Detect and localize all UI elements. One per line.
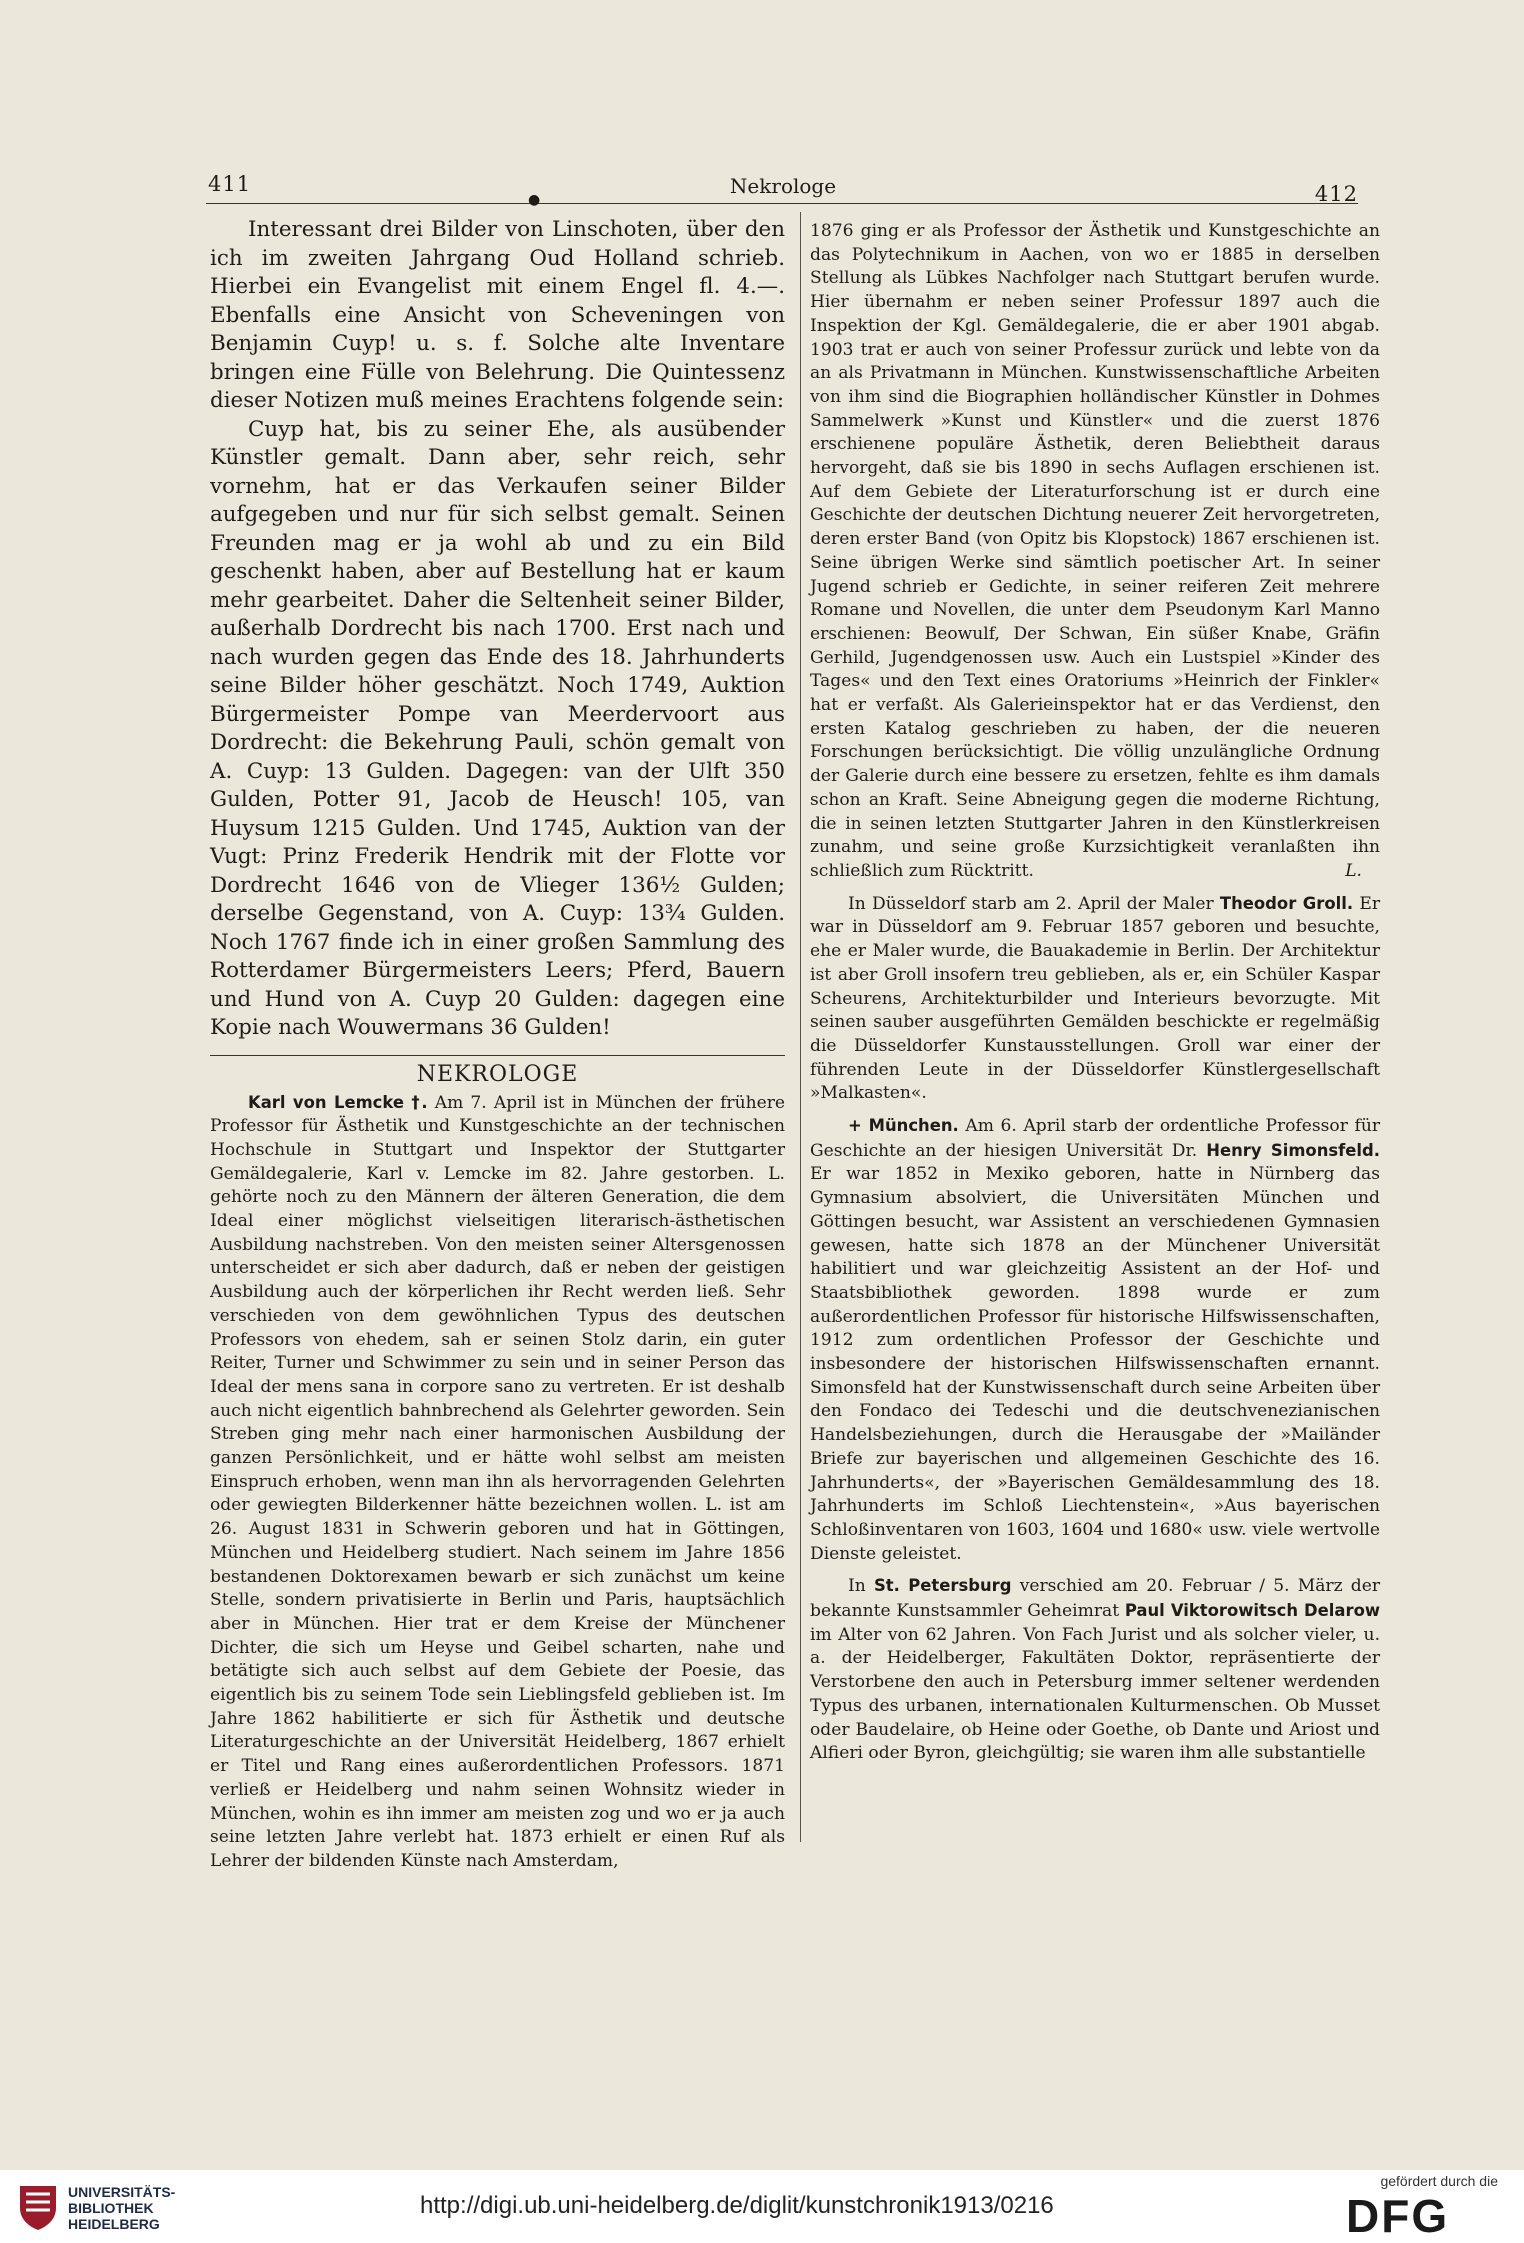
obituary-lemcke xyxy=(210,1091,785,1874)
paragraph-text: Am 6. April starb der ordentliche Professor für Geschichte an der hiesigen Universität Dr. xyxy=(810,1116,1380,1161)
paragraph-text: Am 7. April ist in München der frühere Professor für Ästhetik und Kunstgeschichte an der technischen Hochschule in Stuttgart und Inspektor der Stuttgarter Gemäldegalerie, Karl v. Lemcke im 82. Jahre gestorben. L. gehörte noch zu den Männern der älteren Generation, die dem Ideal einer möglichst vielseitigen literarisch-ästhetischen Ausbildung nachstreben. Von den meisten seiner Altersgenossen unterscheidet er sich aber dadurch, daß er neben der geistigen Ausbildung auch der körperlichen ihr Recht werden ließ. Sehr verschieden von dem gewöhnlichen Typus des deutschen Professors von ehedem, sah er seinen Stolz darin, ein guter Reiter, Turner und Schwimmer zu sein und in seiner Person das Ideal der mens sana in corpore sano zu vertreten. Er ist deshalb auch nicht eigentlich bahnbrechend als Gelehrter geworden. Sein Streben ging mehr nach einer harmonischen Ausbildung der ganzen Persönlichkeit, und er hätte wohl selbst am meisten Einspruch erhoben, wenn man ihn als hervorragenden Gelehrten oder gewiegten Bilderkenner hätte bezeichnen wollen. L. ist am 26. August 1831 in Schwerin geboren und hat in Göttingen, München und Heidelberg studiert. Nach seinem im Jahre 1856 bestandenen Doktorexamen bewarb er sich zunächst um keine Stelle, sondern privatisierte in Berlin und Paris, hauptsächlich aber in München. Hier trat er dem Kreise der Münchener Dichter, die sich um Heyse und Geibel scharten, nahe und betätigte sich auch selbst auf dem Gebiete der Poesie, das eigentlich bis zu seinem Tode sein Lieblingsfeld geblieben ist. Im Jahre 1862 habilitierte er sich für Ästhetik und deutsche Literaturgeschichte an der Universität Heidelberg, 1867 erhielt er Titel und Rang eines außerordentlichen Professors. 1871 verließ er Heidelberg und nahm seinen Wohnsitz wieder in München, wohin es ihn immer am meisten zog und wo er ja auch seine letzten Jahre verlebt hat. 1873 erhielt er einen Ruf als Lehrer der bildenden Künste nach Amsterdam, xyxy=(210,1092,785,1871)
paragraph xyxy=(810,1574,1380,1766)
paragraph xyxy=(810,892,1380,1106)
dfg-logo-text: DFG xyxy=(1346,2192,1450,2236)
paragraph-text: verschied am 20. Februar / 5. März der bekannte Kunstsammler Geheimrat xyxy=(810,1576,1380,1622)
section-rule xyxy=(210,1055,785,1056)
digitization-footer xyxy=(0,2170,1524,2243)
city-name: St. Petersburg xyxy=(873,1576,1012,1596)
library-name-line: UNIVERSITÄTS- xyxy=(68,2184,176,2200)
author-signature: L. xyxy=(1345,860,1362,881)
paragraph-text: Er war 1852 in Mexiko geboren, hatte in Nürnberg das Gymnasium absolviert, die Universitäten München und Göttingen besucht, war Assistent an verschiedenen Gymnasien gewesen, hatte sich 1878 an der Münchener Universität habilitiert und war gleichzeitig Assistent an der Hof- und Staatsbibliothek geworden. 1898 wurde er zum außerordentlichen Professor für historische Hilfswissenschaften, 1912 zum ordentlichen Professor der Geschichte und insbesondere der historischen Hilfswissenschaften ernannt. Simonsfeld hat der Kunstwissenschaft durch seine Arbeiten über den Fondaco dei Tedeschi und die deutschvenezianischen Handelsbeziehungen, durch die Herausgabe der »Mailänder Briefe zur bayerischen und allgemeinen Geschichte des 16. Jahrhunderts«, der »Bayerischen Gemäldesammlung des 18. Jahrhunderts im Schloß Liechtenstein«, »Aus bayerischen Schloßinventaren von 1603, 1604 und 1680« usw. viele wertvolle Dienste geleistet. xyxy=(810,1164,1380,1564)
person-name: Paul Viktorowitsch Delarow xyxy=(1124,1601,1381,1621)
paragraph-text: In xyxy=(848,1576,866,1597)
running-title: Nekrologe xyxy=(729,174,837,198)
running-header xyxy=(208,172,1358,206)
ornament-icon: ● xyxy=(528,192,541,208)
paragraph-text: In Düsseldorf starb am 2. April der Maler xyxy=(848,893,1214,914)
library-logo[interactable] xyxy=(16,2180,196,2234)
column-divider xyxy=(800,212,801,1842)
city-name: + München. xyxy=(848,1116,959,1136)
person-name: Henry Simonsfeld. xyxy=(1206,1140,1381,1160)
paragraph xyxy=(810,1114,1380,1566)
paragraph: Interessant drei Bilder von Linschoten, über den ich im zweiten Jahrgang Oud Holland schrieb. Hierbei ein Evangelist mit einem Engel fl. 4.—. Ebenfalls eine Ansicht von Scheveningen von Benjamin Cuyp! u. s. f. Solche alte Inventare bringen eine Fülle von Belehrung. Die Quintessenz dieser Notizen muß meines Erachtens folgende sein: xyxy=(210,217,785,413)
page-number-right: 412 xyxy=(1314,182,1358,206)
library-name xyxy=(68,2184,175,2232)
section-title: NEKROLOGE xyxy=(416,1061,579,1087)
paragraph: Cuyp hat, bis zu seiner Ehe, als ausübender Künstler gemalt. Dann aber, sehr reich, sehr vornehm, hat er das Verkaufen seiner Bilder aufgegeben und nur für sich selbst gemalt. Seinen Freunden mag er ja wohl ab und zu ein Bild geschenkt haben, aber auf Bestellung hat er kaum mehr gearbeitet. Daher die Seltenheit seiner Bilder, außerhalb Dordrecht bis nach 1700. Erst nach und nach wurden gegen das Ende des 18. Jahrhunderts seine Bilder höher geschätzt. Noch 1749, Auktion Bürgermeister Pompe van Meerdervoort aus Dordrecht: die Bekehrung Pauli, schön gemalt von A. Cuyp: 13 Gulden. Dagegen: van der Ulft 350 Gulden, Potter 91, Jacob de Heusch! 105, van Huysum 1215 Gulden. Und 1745, Auktion van der Vugt: Prinz Frederik Hendrik mit der Flotte vor Dordrecht 1646 von de Vlieger 136½ Gulden; derselbe Gegenstand, von A. Cuyp: 13¾ Gulden. Noch 1767 finde ich in einer großen Sammlung des Rotterdamer Bürgermeisters Leers; Pferd, Bauern und Hund von A. Cuyp 20 Gulden: dagegen eine Kopie nach Wouwermans 36 Gulden! xyxy=(210,416,785,1040)
paragraph-text: Er war in Düsseldorf am 9. Februar 1857 geboren und besuchte, ehe er Maler wurde, die Bauakademie in Berlin. Der Architektur ist aber Groll insofern treu geblieben, als er, ein Schüler Kaspar Scheurens, Architekturbilder und Interieurs bevorzugte. Mit seinen sauber ausgeführten Gemälden beschickte er regelmäßig die Düsseldorfer Kunstausstellungen. Groll war einer der führenden Leute in der Düsseldorfer Künstlergesellschaft »Malkasten«. xyxy=(810,893,1380,1104)
paragraph xyxy=(210,1091,785,1874)
funded-by-label: gefördert durch die xyxy=(1380,2173,1498,2189)
source-url-link[interactable]: http://digi.ub.uni-heidelberg.de/diglit/kunstchronik1913/0216 xyxy=(420,2192,1054,2219)
left-column xyxy=(210,216,785,1874)
dfg-logo-icon[interactable] xyxy=(1346,2192,1496,2236)
library-name-line: HEIDELBERG xyxy=(68,2216,160,2232)
article-continuation xyxy=(210,216,785,1043)
shield-icon xyxy=(16,2182,60,2232)
library-name-line: BIBLIOTHEK xyxy=(68,2200,154,2216)
paragraph xyxy=(810,220,1380,884)
right-column xyxy=(810,220,1380,1766)
person-name: Karl von Lemcke †. xyxy=(248,1092,428,1112)
page-number-left: 411 xyxy=(208,172,252,196)
person-name: Theodor Groll. xyxy=(1219,893,1354,913)
paragraph-text: 1876 ging er als Professor der Ästhetik und Kunstgeschichte an das Polytechnikum in Aachen, von wo er 1885 in derselben Stellung als Lübkes Nachfolger nach Stuttgart berufen wurde. Hier übernahm er neben seiner Professur 1897 auch die Inspektion der Kgl. Gemäldegalerie, die er aber 1901 abgab. 1903 trat er auch von seiner Professur zurück und lebte von da an als Privatmann in München. Kunstwissenschaftliche Arbeiten von ihm sind die Biographien holländischer Künstler in Dohmes Sammelwerk »Kunst und Künstler« und die zuerst 1876 erschienene populäre Ästhetik, deren Beliebtheit daraus hervorgeht, daß sie bis 1890 in sechs Auflagen erschienen ist. Auf dem Gebiete der Literaturforschung ist er durch eine Geschichte der deutschen Dichtung neuerer Zeit hervorgetreten, deren erster Band (von Opitz bis Klopstock) 1867 erschienen ist. Seine übrigen Werke sind sämtlich poetischer Art. In seiner Jugend schrieb er Gedichte, in seiner reiferen Zeit mehrere Romane und Novellen, die unter dem Pseudonym Karl Manno erschienen: Beowulf, Der Schwan, Ein süßer Knabe, Gräfin Gerhild, Jugendgenossen usw. Auch ein Lustspiel »Kinder des Tages« und den Text eines Oratoriums »Heinrich der Finkler« hat er verfaßt. Als Galerieinspektor hat er das Verdienst, den ersten Katalog geschrieben zu haben, der die neueren Forschungen berücksichtigt. Die völlig unzulängliche Ordnung der Galerie durch eine bessere zu ersetzen, fehlte es ihm damals schon an Kraft. Seine Abneigung gegen die moderne Richtung, die in seinen letzten Stuttgarter Jahren in den Künstlerkreisen zunahm, und seine große Kurzsichtigkeit veranlaßten ihn schließlich zum Rücktritt. xyxy=(810,221,1380,881)
header-rule xyxy=(206,203,1358,204)
paragraph-text: im Alter von 62 Jahren. Von Fach Jurist und als solcher vieler, u. a. der Heidelberger, Fakultäten Doktor, repräsentierte der Verstorbene den auch in Petersburg immer seltener werdenden Typus des urbanen, internationalen Kulturmenschen. Ob Musset oder Baudelaire, ob Heine oder Goethe, ob Dante und Ariost und Alfieri oder Byron, gleichgültig; sie waren ihm alle substantielle xyxy=(810,1624,1380,1764)
